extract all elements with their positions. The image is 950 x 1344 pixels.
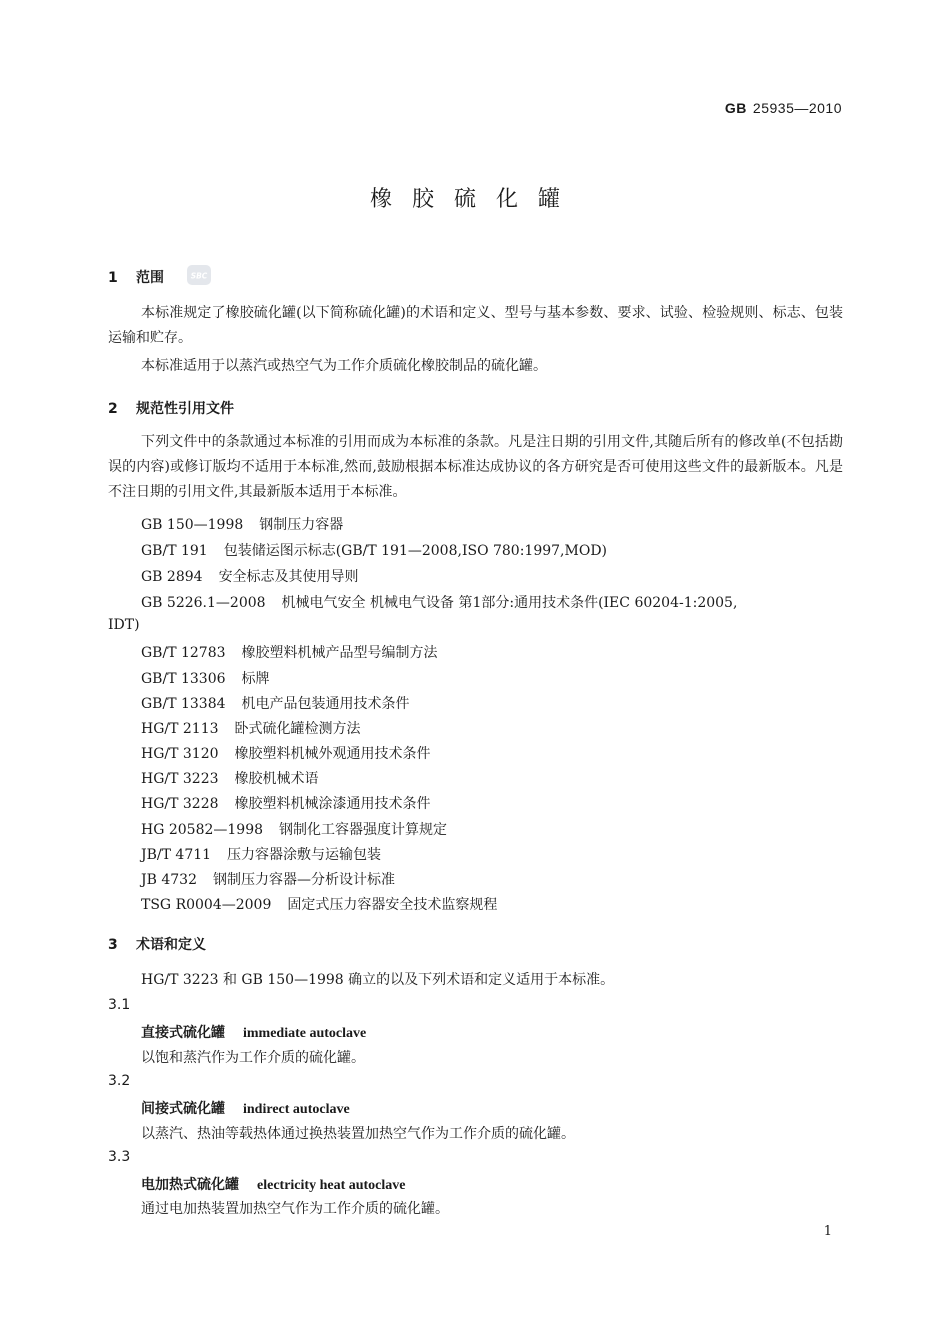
term-definition: 以饱和蒸汽作为工作介质的硫化罐。	[141, 1050, 365, 1066]
reference-title: 橡胶塑料机械涂漆通用技术条件	[234, 796, 431, 812]
reference-item	[141, 642, 438, 662]
section-2-intro: 下列文件中的条款通过本标准的引用而成为本标准的条款。凡是注日期的引用文件,其随后所有的修改单(不包括勘误的内容)或修订版均不适用于本标准,然而,鼓励根据本标准达成协议的各方研究是否可使用这些文件的最新版本。凡是不注日期的引用文件,其最新版本适用于本标准。	[108, 434, 843, 500]
section-3-heading	[108, 934, 206, 954]
reference-code: HG/T 2113	[141, 721, 219, 737]
reference-continuation: IDT)	[108, 617, 140, 633]
reference-title: 橡胶塑料机械产品型号编制方法	[241, 645, 438, 661]
reference-item	[141, 592, 737, 612]
reference-code: JB 4732	[141, 872, 197, 888]
section-number: 1	[108, 270, 118, 286]
reference-title: 卧式硫化罐检测方法	[234, 721, 361, 737]
reference-item	[141, 869, 395, 889]
term-english: electricity heat autoclave	[257, 1178, 406, 1193]
section-title: 范围	[136, 270, 164, 286]
reference-item	[141, 743, 431, 763]
reference-title: 机电产品包装通用技术条件	[241, 696, 410, 712]
reference-title: 橡胶机械术语	[234, 771, 319, 787]
reference-item	[141, 693, 410, 713]
section-2-heading	[108, 398, 234, 418]
standard-code: 25935—2010	[752, 100, 842, 116]
section-1-paragraph-2: 本标准适用于以蒸汽或热空气为工作介质硫化橡胶制品的硫化罐。	[141, 358, 547, 374]
standard-number	[725, 100, 842, 116]
reference-code: HG/T 3120	[141, 746, 219, 762]
reference-title: 包装储运图示标志(GB/T 191—2008,ISO 780:1997,MOD)	[223, 543, 608, 559]
section-1-heading	[108, 267, 164, 287]
reference-code: GB/T 13384	[141, 696, 226, 712]
term-heading	[141, 1022, 366, 1042]
reference-code: GB/T 13306	[141, 671, 226, 687]
reference-item	[141, 894, 497, 914]
term-chinese: 间接式硫化罐	[141, 1101, 225, 1117]
reference-title: 标牌	[241, 671, 270, 687]
section-1-paragraph-1: 本标准规定了橡胶硫化罐(以下简称硫化罐)的术语和定义、型号与基本参数、要求、试验、检验规则、标志、包装运输和贮存。	[108, 305, 843, 346]
term-definition: 以蒸汽、热油等载热体通过换热装置加热空气作为工作介质的硫化罐。	[141, 1126, 575, 1142]
reference-code: GB 150—1998	[141, 517, 244, 533]
reference-title: 橡胶塑料机械外观通用技术条件	[234, 746, 431, 762]
reference-code: HG/T 3223	[141, 771, 219, 787]
term-heading	[141, 1098, 350, 1118]
term-heading	[141, 1174, 406, 1194]
section-number: 2	[108, 401, 118, 417]
section-number: 3	[108, 937, 118, 953]
reference-item	[141, 844, 381, 864]
reference-item	[141, 768, 319, 788]
section-title: 术语和定义	[136, 937, 206, 953]
subsection-number: 3.2	[108, 1073, 131, 1089]
reference-item	[141, 718, 361, 738]
reference-title: 钢制压力容器	[259, 517, 344, 533]
reference-title: 安全标志及其使用导则	[218, 569, 359, 585]
reference-item	[141, 566, 359, 586]
reference-item	[141, 819, 447, 839]
subsection-number: 3.1	[108, 997, 131, 1013]
reference-title: 机械电气安全 机械电气设备 第1部分:通用技术条件(IEC 60204-1:2005,	[281, 595, 738, 611]
logo-text: SBC	[190, 271, 208, 281]
subsection-number: 3.3	[108, 1149, 131, 1165]
sbc-logo-icon	[186, 263, 212, 287]
term-chinese: 电加热式硫化罐	[141, 1177, 239, 1193]
reference-title: 固定式压力容器安全技术监察规程	[287, 897, 498, 913]
reference-item	[141, 514, 343, 534]
page-number: 1	[823, 1224, 832, 1239]
term-definition: 通过电加热装置加热空气作为工作介质的硫化罐。	[141, 1201, 449, 1217]
term-english: indirect autoclave	[243, 1102, 350, 1117]
reference-item	[141, 793, 431, 813]
reference-item	[141, 668, 270, 688]
reference-code: GB 5226.1—2008	[141, 595, 266, 611]
reference-code: GB/T 191	[141, 543, 208, 559]
term-english: immediate autoclave	[243, 1026, 367, 1041]
reference-code: HG/T 3228	[141, 796, 219, 812]
page-title: 橡胶硫化罐	[369, 187, 580, 212]
reference-item	[141, 540, 607, 560]
term-chinese: 直接式硫化罐	[141, 1025, 225, 1041]
reference-title: 钢制化工容器强度计算规定	[279, 822, 448, 838]
section-3-intro: HG/T 3223 和 GB 150—1998 确立的以及下列术语和定义适用于本标准。	[141, 972, 615, 988]
section-title: 规范性引用文件	[136, 401, 234, 417]
reference-code: HG 20582—1998	[141, 822, 264, 838]
reference-code: GB 2894	[141, 569, 203, 585]
reference-code: GB/T 12783	[141, 645, 226, 661]
reference-title: 压力容器涂敷与运输包装	[227, 847, 382, 863]
standard-prefix: GB	[724, 100, 747, 116]
reference-code: JB/T 4711	[141, 847, 212, 863]
reference-code: TSG R0004—2009	[141, 897, 272, 913]
reference-title: 钢制压力容器—分析设计标准	[212, 872, 395, 888]
